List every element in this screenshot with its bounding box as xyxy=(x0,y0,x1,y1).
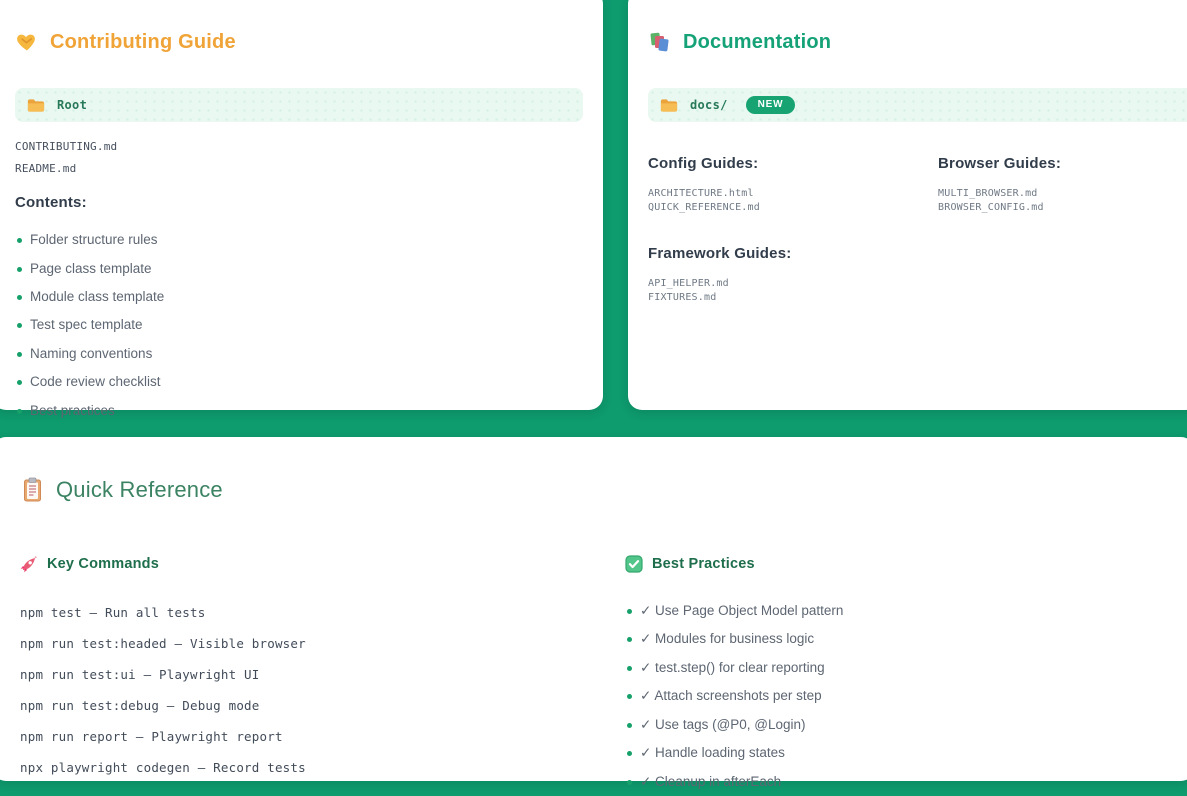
key-commands-heading: Key Commands xyxy=(47,556,159,572)
contents-heading: Contents: xyxy=(15,194,583,211)
command-line: npm run test:ui — Playwright UI xyxy=(20,659,625,690)
best-practices-column xyxy=(625,542,1187,796)
file-name: README.md xyxy=(15,158,583,180)
practice-item: ✓ Use Page Object Model pattern xyxy=(625,597,1187,626)
browser-guides-heading: Browser Guides: xyxy=(938,155,1187,172)
list-item: Code review checklist xyxy=(15,368,583,396)
list-item: Best practices xyxy=(15,397,583,425)
list-item: Module class template xyxy=(15,283,583,311)
contributing-guide-card xyxy=(0,0,603,410)
command-line: npm run report — Playwright report xyxy=(20,721,625,752)
command-line: npm run test:headed — Visible browser xyxy=(20,628,625,659)
contributing-title-row xyxy=(15,14,583,70)
file-name: BROWSER_CONFIG.md xyxy=(938,201,1187,215)
browser-guides-files xyxy=(938,187,1187,214)
key-commands-heading-row xyxy=(20,542,625,587)
practice-item: ✓ Attach screenshots per step xyxy=(625,682,1187,711)
command-line: npm test — Run all tests xyxy=(20,597,625,628)
framework-guides-files xyxy=(648,277,938,304)
command-line: npx playwright codegen — Record tests xyxy=(20,752,625,783)
root-folder-label: Root xyxy=(57,98,87,112)
folder-icon xyxy=(27,98,45,113)
framework-guides-heading: Framework Guides: xyxy=(648,245,938,262)
practice-item: ✓ Use tags (@P0, @Login) xyxy=(625,711,1187,740)
file-name: FIXTURES.md xyxy=(648,291,938,305)
key-commands-column xyxy=(20,542,625,796)
contents-list xyxy=(15,226,583,425)
list-item: Test spec template xyxy=(15,311,583,339)
practice-item: ✓ Handle loading states xyxy=(625,739,1187,768)
practice-item: ✓ Modules for business logic xyxy=(625,625,1187,654)
contributing-title: Contributing Guide xyxy=(50,31,236,54)
file-name: MULTI_BROWSER.md xyxy=(938,187,1187,201)
quick-reference-title-row xyxy=(20,459,1187,522)
quick-reference-columns xyxy=(20,542,1187,796)
handshake-icon xyxy=(15,30,39,54)
key-commands-list xyxy=(20,597,625,783)
config-guides-section xyxy=(648,140,938,214)
new-badge: NEW xyxy=(746,96,796,114)
browser-guides-section xyxy=(938,140,1187,214)
docs-folder-label: docs/ xyxy=(690,98,728,112)
best-practices-heading-row xyxy=(625,542,1187,587)
file-name: CONTRIBUTING.md xyxy=(15,136,583,158)
books-icon xyxy=(648,30,672,54)
documentation-sections xyxy=(648,140,1187,304)
documentation-title-row xyxy=(648,14,1187,70)
quick-reference-card xyxy=(0,437,1187,781)
file-name: QUICK_REFERENCE.md xyxy=(648,201,938,215)
framework-guides-section xyxy=(648,230,938,304)
config-guides-files xyxy=(648,187,938,214)
practice-item: ✓ test.step() for clear reporting xyxy=(625,654,1187,683)
root-folder-bar xyxy=(15,88,583,122)
folder-icon xyxy=(660,98,678,113)
list-item: Page class template xyxy=(15,255,583,283)
list-item: Folder structure rules xyxy=(15,226,583,254)
quick-reference-title: Quick Reference xyxy=(56,477,223,503)
documentation-card xyxy=(628,0,1187,410)
practice-item: ✓ Cleanup in afterEach xyxy=(625,768,1187,796)
docs-folder-bar xyxy=(648,88,1187,122)
file-name: API_HELPER.md xyxy=(648,277,938,291)
documentation-title: Documentation xyxy=(683,31,831,54)
config-guides-heading: Config Guides: xyxy=(648,155,938,172)
best-practices-list xyxy=(625,597,1187,796)
clipboard-icon xyxy=(20,477,45,503)
root-file-list xyxy=(15,136,583,180)
command-line: npm run test:debug — Debug mode xyxy=(20,690,625,721)
file-name: ARCHITECTURE.html xyxy=(648,187,938,201)
best-practices-heading: Best Practices xyxy=(652,556,755,572)
rocket-icon xyxy=(20,555,38,573)
list-item: Naming conventions xyxy=(15,340,583,368)
checkbox-icon xyxy=(625,555,643,573)
